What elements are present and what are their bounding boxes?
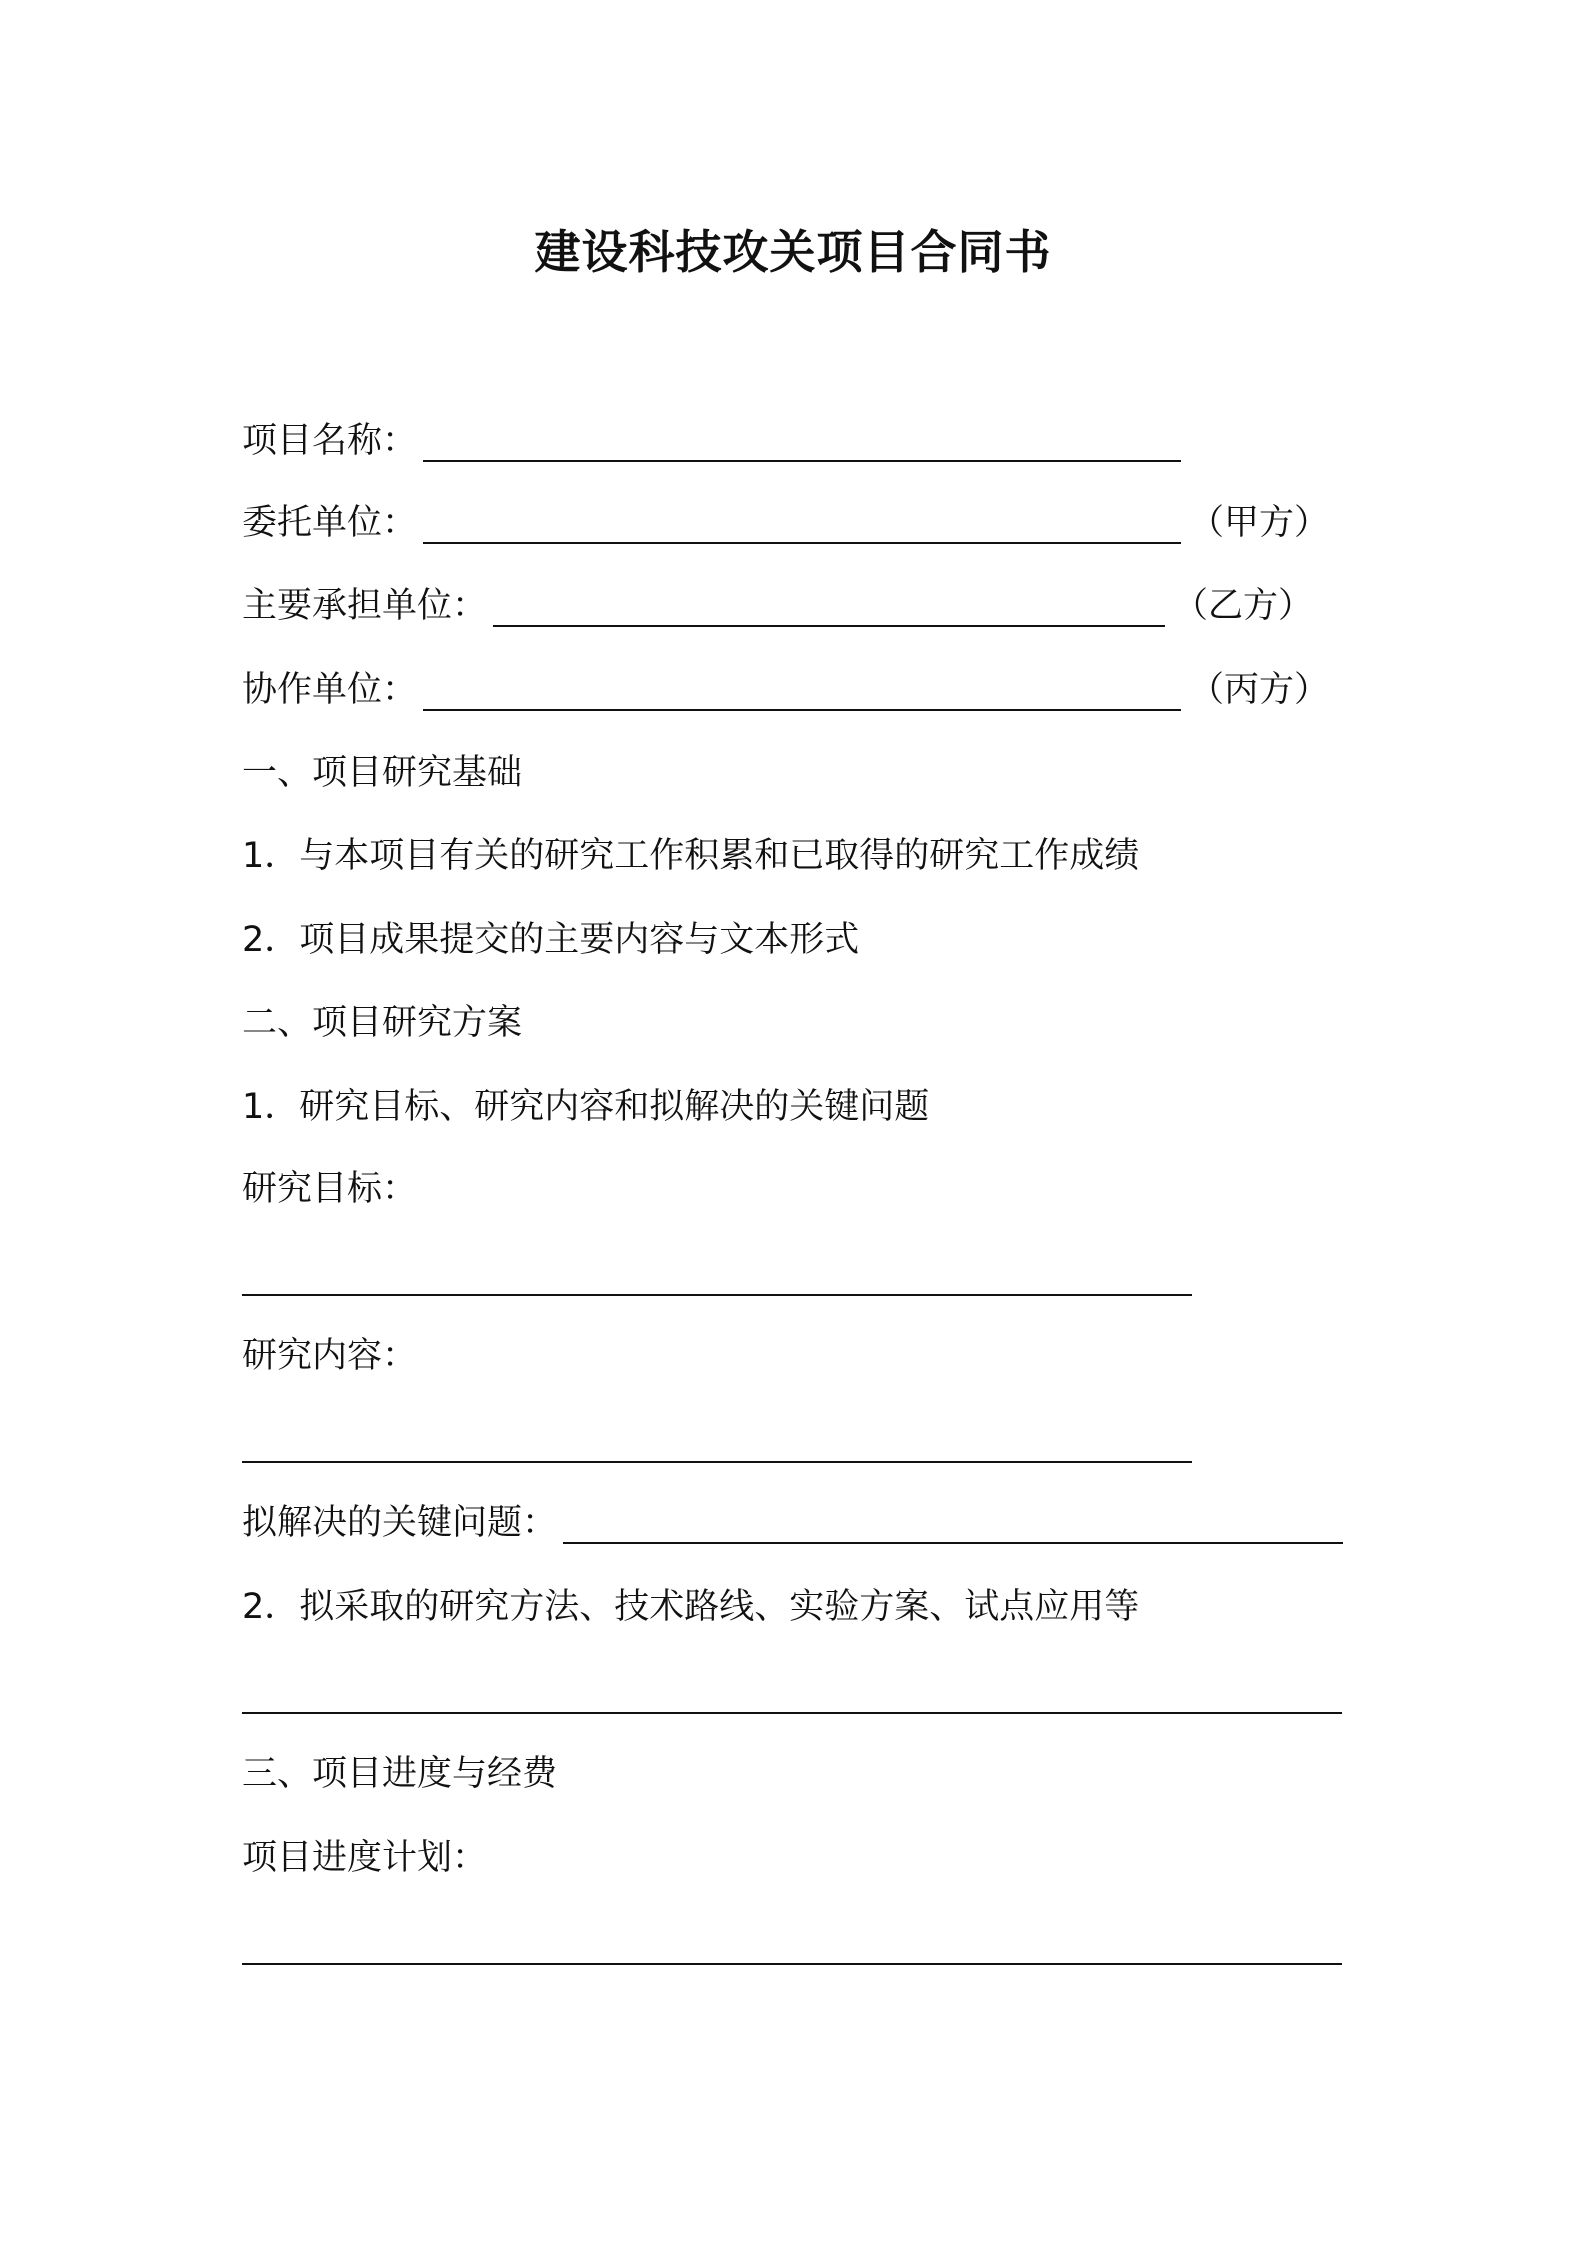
section-2-item-1 <box>242 1086 929 1128</box>
main-undertaker-row <box>242 585 1313 627</box>
section-1-item-2-text: 2．项目成果提交的主要内容与文本形式 <box>242 920 860 960</box>
research-content-row <box>242 1335 417 1377</box>
section-1-item-1 <box>242 835 1139 877</box>
research-content-label: 研究内容： <box>242 1336 418 1376</box>
party-b-label: （乙方） <box>1173 586 1314 626</box>
main-undertaker-label: 主要承担单位： <box>242 586 488 626</box>
project-name-blank[interactable] <box>423 426 1181 462</box>
collaborator-blank[interactable] <box>423 675 1181 711</box>
section-1-item-2 <box>242 919 859 961</box>
collaborator-row <box>242 669 1329 711</box>
main-undertaker-blank[interactable] <box>493 591 1165 627</box>
project-name-row <box>242 420 1181 462</box>
section-1-heading <box>242 752 522 794</box>
research-goal-label: 研究目标： <box>242 1169 418 1209</box>
section-2-item-1-text: 1．研究目标、研究内容和拟解决的关键问题 <box>242 1087 930 1127</box>
section-1-item-1-text: 1．与本项目有关的研究工作积累和已取得的研究工作成绩 <box>242 836 1140 876</box>
party-a-label: （甲方） <box>1189 503 1330 543</box>
section-2-item-2-text: 2．拟采取的研究方法、技术路线、实验方案、试点应用等 <box>242 1587 1140 1627</box>
collaborator-label: 协作单位： <box>242 670 418 710</box>
research-goal-row <box>242 1168 417 1210</box>
client-row <box>242 502 1329 544</box>
section-2-heading <box>242 1002 522 1044</box>
schedule-blank[interactable] <box>242 1963 1342 1965</box>
research-content-blank[interactable] <box>242 1461 1192 1463</box>
research-method-blank[interactable] <box>242 1712 1342 1714</box>
research-goal-blank[interactable] <box>242 1294 1192 1296</box>
key-problems-blank[interactable] <box>563 1508 1343 1544</box>
client-blank[interactable] <box>423 508 1181 544</box>
key-problems-row <box>242 1502 1343 1544</box>
schedule-label: 项目进度计划： <box>242 1838 488 1878</box>
schedule-row <box>242 1837 487 1879</box>
key-problems-label: 拟解决的关键问题： <box>242 1503 558 1543</box>
party-c-label: （丙方） <box>1189 670 1330 710</box>
section-2-heading-text: 二、项目研究方案 <box>242 1003 523 1043</box>
section-2-item-2 <box>242 1586 1139 1628</box>
section-3-heading-text: 三、项目进度与经费 <box>242 1754 558 1794</box>
project-name-label: 项目名称： <box>242 421 418 461</box>
section-3-heading <box>242 1753 557 1795</box>
section-1-heading-text: 一、项目研究基础 <box>242 753 523 793</box>
client-label: 委托单位： <box>242 503 418 543</box>
document-title: 建设科技攻关项目合同书 <box>534 225 1052 279</box>
